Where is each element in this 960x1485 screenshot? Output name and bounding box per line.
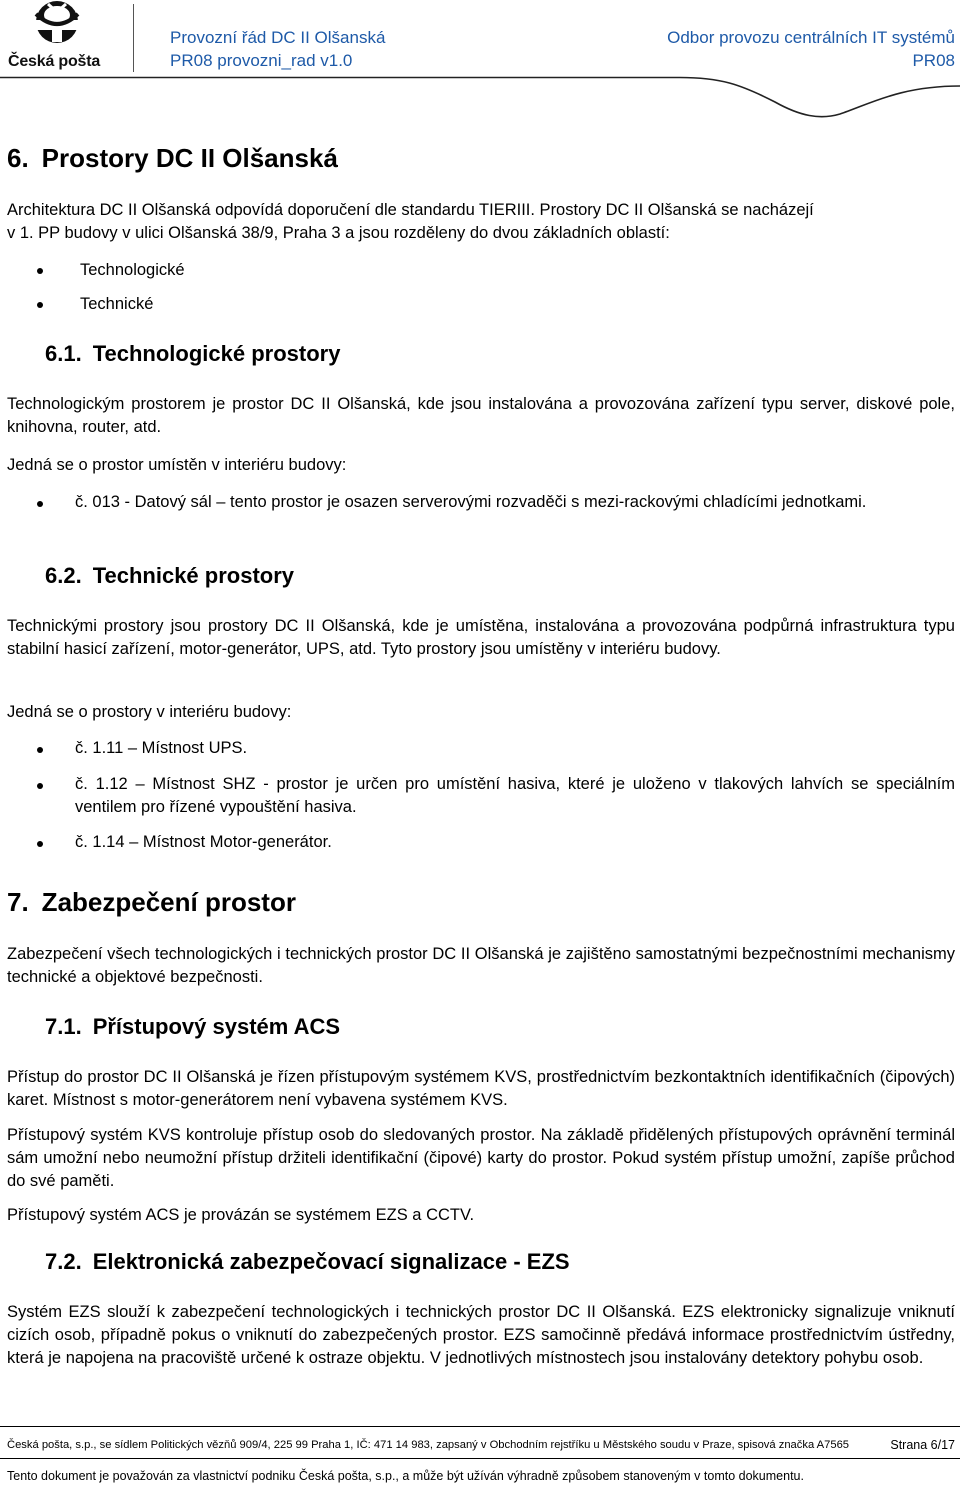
bullet-icon: [37, 841, 43, 847]
department: Odbor provozu centrálních IT systémů: [667, 28, 955, 47]
section-6-2-para-1: Technickými prostory jsou prostory DC II Olšanská, kde je umístěna, instalována a provozována podpůrná infrastruktura typu stabilní hasicí zařízení, motor-generátor, UPS, atd. Tyto prostory jsou umístěny v interiéru budovy.: [7, 617, 955, 658]
section-7-para: Zabezpečení všech technologických i technických prostor DC II Olšanská je zajištěno samostatnými bezpečnostními mechanismy technické a objektové bezpečnosti.: [7, 945, 955, 986]
doc-title: Provozní řád DC II Olšanská: [170, 28, 386, 47]
list-item: č. 1.14 – Místnost Motor-generátor.: [75, 833, 332, 851]
section-7-2-para: Systém EZS slouží k zabezpečení technologických i technických prostor DC II Olšanská. EZS elektronicky signalizuje vniknutí cizích osob, případně pokus o vniknutí do zabezpečených prostor. EZS samočinně předává informace prostřednictvím ústředny, která je napojena na pracoviště určené k ostraze objektu. V jednotlivých místnostech jsou instalovány detektory pohybu osob.: [7, 1303, 955, 1367]
page-number: Strana 6/17: [890, 1438, 955, 1452]
footer-divider: [0, 1458, 960, 1459]
list-item: č. 1.12 – Místnost SHZ - prostor je určen pro umístění hasiva, které je uloženo v tlakových lahvích se speciálním ventilem pro řízené vypouštění hasiva.: [75, 775, 955, 816]
section-6-intro: [7, 199, 955, 245]
section-7-1-para-3: Přístupový systém ACS je provázán se systémem EZS a CCTV.: [7, 1206, 475, 1224]
footer-company: Česká pošta, s.p., se sídlem Politických vězňů 909/4, 225 99 Praha 1, IČ: 471 14 983, zapsaný v Obchodním rejstříku u Městského soudu v Praze, spisová značka A7565: [7, 1439, 850, 1451]
section-6-1-heading: 6.1. Technologické prostory: [45, 341, 341, 366]
bullet-icon: [37, 501, 43, 507]
intro-line-1: Architektura DC II Olšanská odpovídá doporučení dle standardu TIERIII. Prostory DC II Olšanská se nacházejí: [7, 201, 814, 219]
bullet-icon: [37, 302, 43, 308]
section-6-1-para-2: Jedná se o prostor umístěn v interiéru budovy:: [7, 456, 347, 474]
logo-text: Česká pošta: [8, 53, 101, 70]
page-header: [0, 0, 960, 125]
list-item: Technické: [80, 295, 154, 313]
doc-file: PR08 provozni_rad v1.0: [170, 51, 353, 70]
section-7-1-para-1: Přístup do prostor DC II Olšanská je řízen přístupovým systémem KVS, prostřednictvím bezkontaktních identifikačních (čipových) karet. Místnost s motor-generátorem není vybavena systémem KVS.: [7, 1068, 955, 1109]
section-6-heading: 6. Prostory DC II Olšanská: [7, 143, 338, 173]
footer-notice: Tento dokument je považován za vlastnictví podniku Česká pošta, s.p., a může být užíván výhradně způsobem stanoveným v tomto dokumentu.: [7, 1469, 804, 1483]
header-divider: [133, 4, 134, 72]
header-wave-divider: [0, 76, 960, 126]
footer-divider: [0, 1426, 960, 1427]
doc-code: PR08: [912, 51, 955, 70]
section-7-2-heading: 7.2. Elektronická zabezpečovací signalizace - EZS: [45, 1249, 570, 1274]
bullet-icon: [37, 783, 43, 789]
bullet-icon: [37, 268, 43, 274]
list-item: č. 1.11 – Místnost UPS.: [75, 739, 248, 757]
section-7-1-para-2: Přístupový systém KVS kontroluje přístup osob do sledovaných prostor. Na základě přidělených přístupových oprávnění terminál sám umožní nebo neumožní přístup držiteli identifikační (čipové) karty do prostor. Pokud systém přístup umožní, zapíše průchod do své paměti.: [7, 1126, 955, 1190]
intro-line-2: v 1. PP budovy v ulici Olšanská 38/9, Praha 3 a jsou rozděleny do dvou základních oblastí:: [7, 223, 670, 242]
header-left: [170, 26, 385, 72]
section-6-2-para-2: Jedná se o prostory v interiéru budovy:: [7, 703, 292, 721]
list-item: Technologické: [80, 261, 185, 279]
bullet-icon: [37, 747, 43, 753]
section-6-1-para-1: Technologickým prostorem je prostor DC II Olšanská, kde jsou instalována a provozována zařízení typu server, diskové pole, knihovna, router, atd.: [7, 395, 955, 436]
header-right: [667, 26, 955, 72]
section-7-1-heading: 7.1. Přístupový systém ACS: [45, 1014, 341, 1039]
section-7-heading: 7. Zabezpečení prostor: [7, 887, 296, 917]
section-6-2-heading: 6.2. Technické prostory: [45, 563, 295, 588]
list-item: č. 013 - Datový sál – tento prostor je osazen serverovými rozvaděči s mezi-rackovými chladícími jednotkami.: [75, 493, 867, 511]
